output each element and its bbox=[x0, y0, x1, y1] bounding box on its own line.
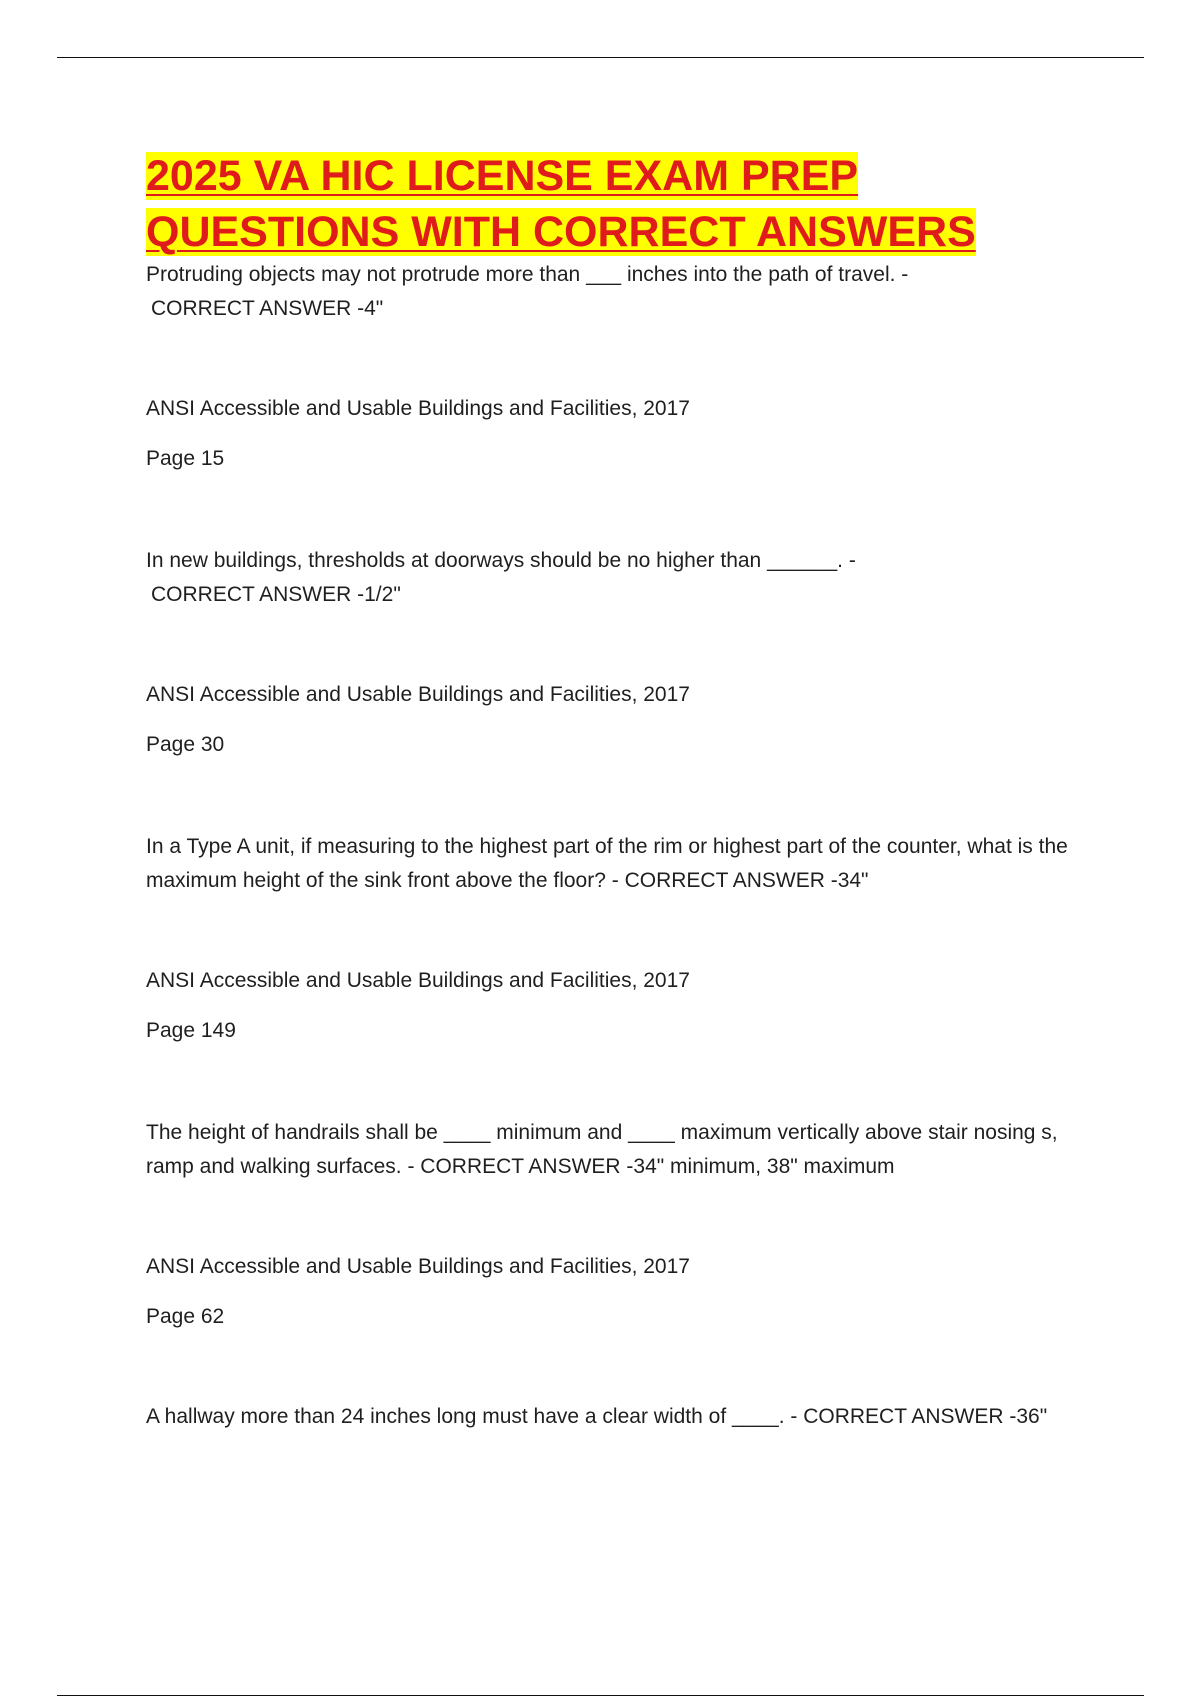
source-1: ANSI Accessible and Usable Buildings and Facilities, 2017 bbox=[146, 397, 690, 420]
bottom-rule bbox=[57, 1695, 1144, 1696]
title-line-2: QUESTIONS WITH CORRECT ANSWERS bbox=[146, 208, 976, 256]
source-4: ANSI Accessible and Usable Buildings and Facilities, 2017 bbox=[146, 1255, 690, 1278]
title-line-1: 2025 VA HIC LICENSE EXAM PREP bbox=[146, 152, 859, 200]
question-2 bbox=[146, 544, 1086, 612]
source-2: ANSI Accessible and Usable Buildings and Facilities, 2017 bbox=[146, 683, 690, 706]
document-title bbox=[146, 148, 1086, 260]
page-ref-1: Page 15 bbox=[146, 447, 225, 470]
question-1 bbox=[146, 258, 1086, 326]
answer-1: CORRECT ANSWER -4" bbox=[151, 297, 384, 320]
question-5: A hallway more than 24 inches long must have a clear width of ____. - CORRECT ANSWER -36" bbox=[146, 1405, 1048, 1428]
answer-2: CORRECT ANSWER -1/2" bbox=[151, 583, 401, 606]
page-ref-3: Page 149 bbox=[146, 1019, 236, 1042]
question-1-text: Protruding objects may not protrude more than ___ inches into the path of travel. - bbox=[146, 263, 909, 286]
document-body bbox=[146, 148, 1086, 1434]
source-3: ANSI Accessible and Usable Buildings and Facilities, 2017 bbox=[146, 969, 690, 992]
question-2-text: In new buildings, thresholds at doorways should be no higher than ______. - bbox=[146, 549, 856, 572]
top-rule bbox=[57, 57, 1144, 58]
question-4: The height of handrails shall be ____ minimum and ____ maximum vertically above stair nosing s, ramp and walking surfaces. - CORRECT ANSWER -34" minimum, 38" maximum bbox=[146, 1121, 1064, 1178]
page-ref-4: Page 62 bbox=[146, 1305, 225, 1328]
page-ref-2: Page 30 bbox=[146, 733, 225, 756]
question-3: In a Type A unit, if measuring to the highest part of the rim or highest part of the counter, what is the maximum height of the sink front above the floor? - CORRECT ANSWER -34" bbox=[146, 835, 1074, 892]
